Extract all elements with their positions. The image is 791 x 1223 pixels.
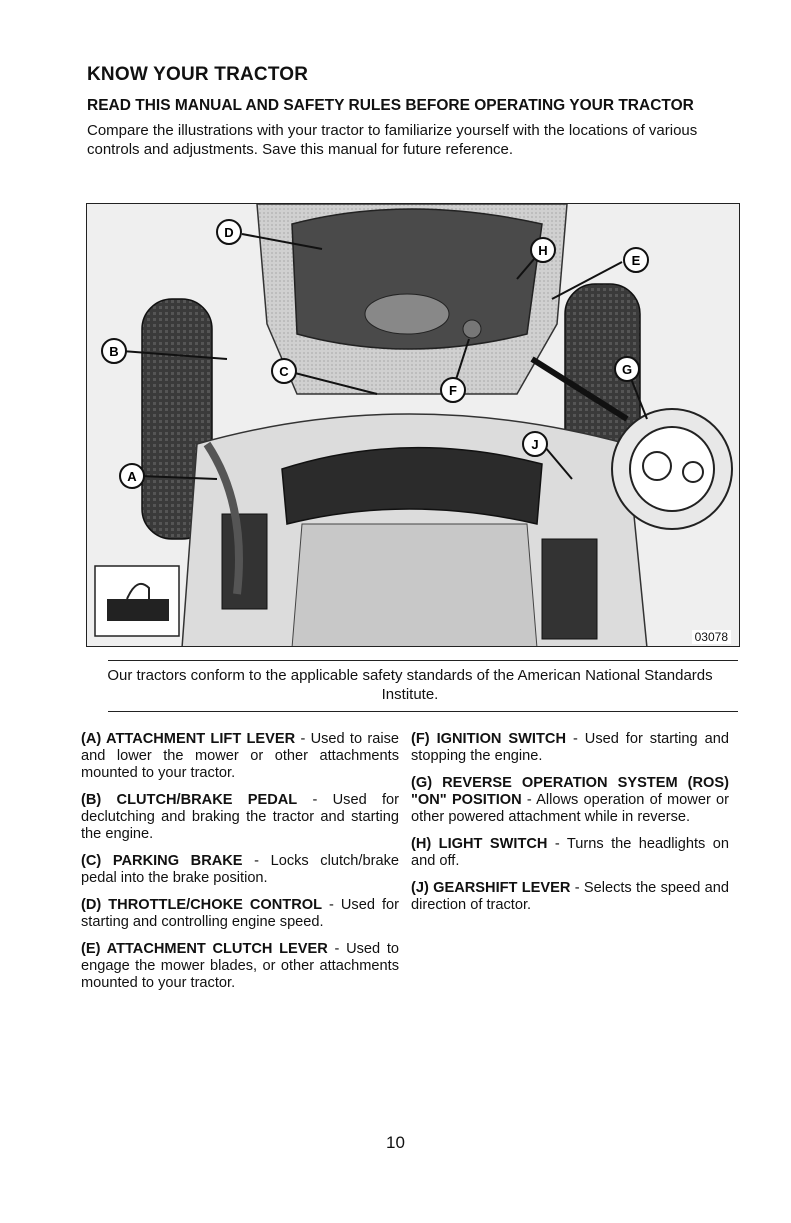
callout-g	[615, 357, 639, 381]
control-label: (B) CLUTCH/BRAKE PEDAL	[81, 792, 298, 808]
control-desc: - Locks clutch/brake pedal into the brake position.	[81, 853, 399, 886]
divider-top	[108, 660, 738, 661]
control-label: (F) IGNITION SWITCH	[411, 731, 566, 747]
control-desc: - Used for declutching and braking the tractor and starting the engine.	[81, 792, 399, 842]
svg-text:H: H	[538, 243, 548, 258]
tractor-illustration	[86, 203, 740, 647]
control-item-b	[81, 792, 399, 843]
control-label: (J) GEARSHIFT LEVER	[411, 880, 571, 896]
svg-text:E: E	[631, 253, 641, 268]
callout-b	[102, 339, 126, 363]
svg-text:G: G	[621, 362, 633, 377]
control-item-d	[81, 897, 399, 931]
intro-text: Compare the illustrations with your tractor to familiarize yourself with the locations of various controls and adjustments. Save this manual for future reference.	[87, 122, 698, 158]
control-desc: - Used for starting and stopping the engine.	[411, 731, 729, 764]
control-item-g	[411, 775, 729, 826]
control-label: (E) ATTACHMENT CLUTCH LEVER	[81, 941, 328, 957]
control-item-h	[411, 836, 729, 870]
control-desc: - Selects the speed and direction of tractor.	[411, 880, 730, 913]
control-label: (C) PARKING BRAKE	[81, 853, 243, 869]
divider-bottom	[108, 711, 738, 712]
svg-text:J: J	[531, 437, 539, 452]
svg-text:A: A	[127, 469, 137, 484]
control-label: (D) THROTTLE/CHOKE CONTROL	[81, 897, 323, 913]
control-label: (A) ATTACHMENT LIFT LEVER	[81, 731, 296, 747]
callout-f	[441, 378, 465, 402]
control-desc: - Used to engage the mower blades, or other attachments mounted to your tractor.	[81, 941, 399, 991]
control-item-e	[81, 941, 399, 992]
control-desc: - Allows operation of mower or other powered attachment while in reverse.	[411, 792, 729, 825]
svg-text:F: F	[449, 383, 457, 398]
control-item-f	[411, 731, 729, 765]
callout-e	[624, 248, 648, 272]
figure-code: 03078	[692, 630, 731, 644]
control-item-a	[81, 731, 399, 782]
control-item-c	[81, 853, 399, 887]
page-number: 10	[386, 1133, 405, 1152]
svg-text:B: B	[109, 344, 119, 359]
callout-h	[531, 238, 555, 262]
svg-text:C: C	[279, 364, 289, 379]
callout-d	[217, 220, 241, 244]
controls-list-left	[81, 731, 399, 1002]
controls-list-right	[411, 731, 729, 924]
control-desc: - Turns the headlights on and off.	[411, 836, 730, 869]
page-subtitle: READ THIS MANUAL AND SAFETY RULES BEFORE OPERATING YOUR TRACTOR	[87, 97, 694, 114]
standards-note: Our tractors conform to the applicable safety standards of the American National Standards Institute.	[107, 667, 713, 703]
control-desc: - Used to raise and lower the mower or other attachments mounted to your tractor.	[81, 731, 400, 781]
tractor-drawing	[87, 204, 740, 647]
control-label: (G) REVERSE OPERATION SYSTEM (ROS) "ON" POSITION	[411, 775, 729, 808]
callout-j	[523, 432, 547, 456]
page-title: KNOW YOUR TRACTOR	[87, 64, 309, 85]
control-label: (H) LIGHT SWITCH	[411, 836, 548, 852]
control-desc: - Used for starting and controlling engine speed.	[81, 897, 399, 930]
callout-c	[272, 359, 296, 383]
control-item-j	[411, 880, 729, 914]
svg-text:D: D	[224, 225, 234, 240]
callout-a	[120, 464, 144, 488]
